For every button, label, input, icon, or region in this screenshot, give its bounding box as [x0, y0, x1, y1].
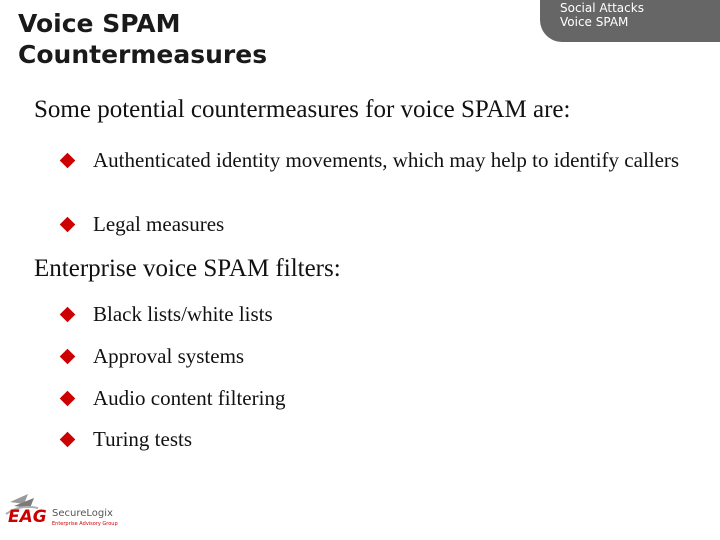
- logo-tagline-text: Enterprise Advisory Group: [52, 521, 118, 527]
- section-heading-countermeasures: Some potential countermeasures for voice SPAM are:: [34, 96, 571, 123]
- header-tab-text: Social Attacks Voice SPAM: [560, 1, 644, 29]
- bullet-text: Approval systems: [93, 344, 245, 368]
- eag-logo-icon: [4, 492, 136, 532]
- bullet-item: [62, 344, 702, 368]
- diamond-bullet-icon: [60, 349, 76, 365]
- bullet-item: [62, 148, 702, 172]
- diamond-bullet-icon: [60, 307, 76, 323]
- bullet-text: Audio content filtering: [93, 386, 286, 410]
- diamond-bullet-icon: [60, 153, 76, 169]
- bullet-item: [62, 302, 702, 326]
- bullet-item: [62, 386, 702, 410]
- section-heading-enterprise-filters: Enterprise voice SPAM filters:: [34, 255, 341, 282]
- diamond-bullet-icon: [60, 217, 76, 233]
- bullet-item: [62, 427, 702, 451]
- bullet-text: Black lists/white lists: [93, 302, 273, 326]
- company-logo: [4, 492, 136, 532]
- logo-secondary-text: SecureLogix: [52, 508, 113, 519]
- diamond-bullet-icon: [60, 391, 76, 407]
- header-tab: [540, 0, 720, 42]
- bullet-text: Legal measures: [93, 212, 225, 236]
- bullet-text: Authenticated identity movements, which may help to identify callers: [93, 148, 680, 172]
- slide-title: Voice SPAM Countermeasures: [18, 9, 268, 69]
- diamond-bullet-icon: [60, 432, 76, 448]
- logo-primary-text: EAG: [8, 507, 47, 527]
- bullet-item: [62, 212, 702, 236]
- bullet-text: Turing tests: [93, 427, 193, 451]
